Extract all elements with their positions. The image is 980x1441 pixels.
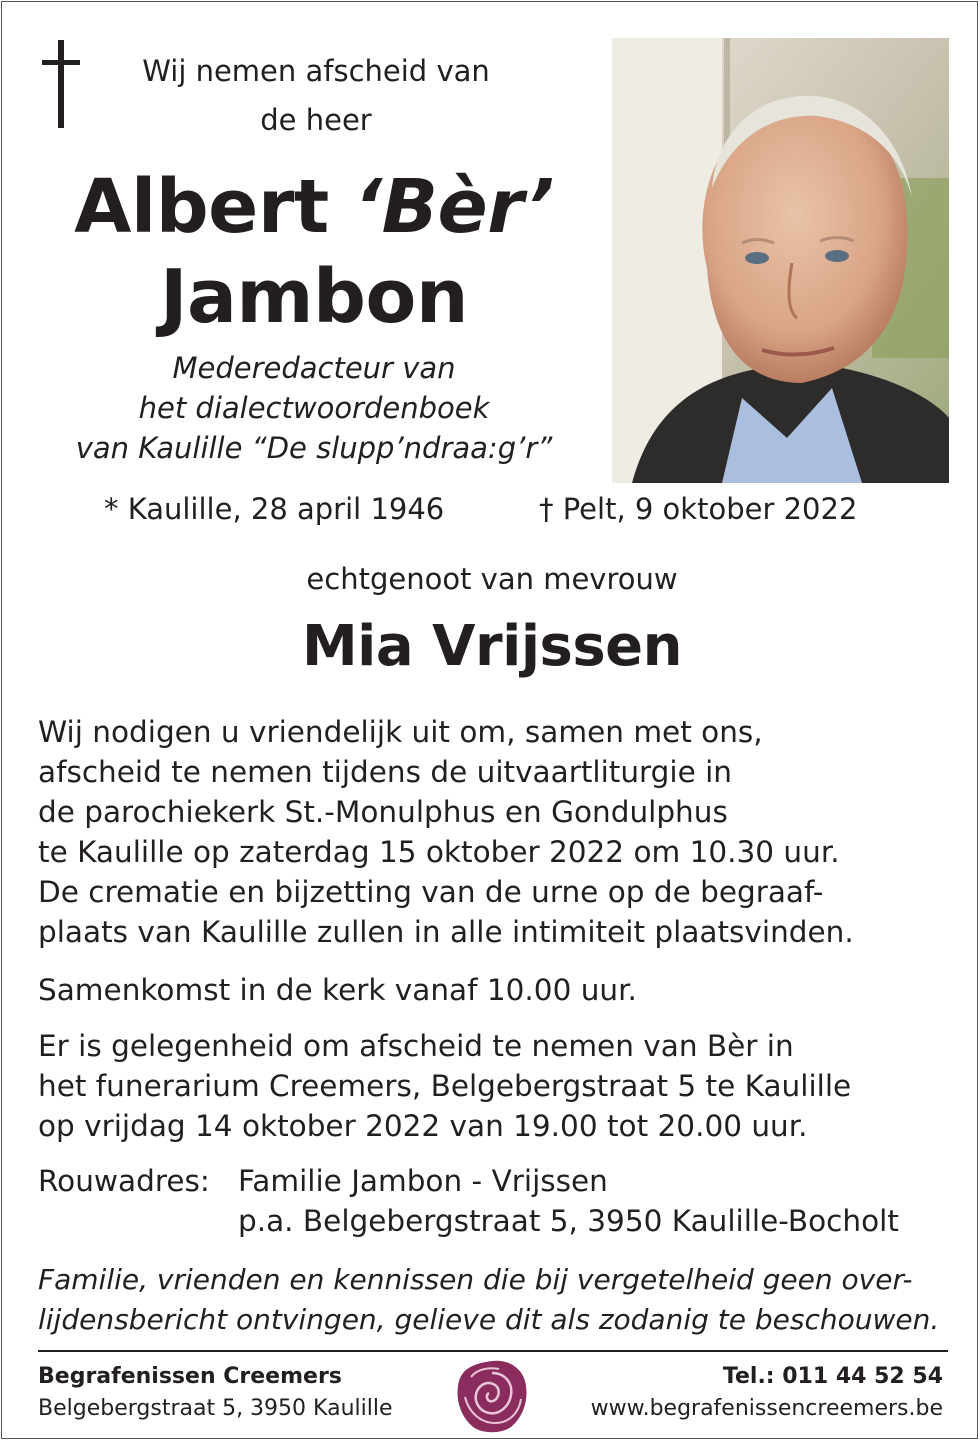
funeral-home-phone: Tel.: 011 44 52 54 bbox=[722, 1364, 943, 1389]
role-line-2: het dialectwoordenboek bbox=[138, 391, 490, 425]
visitation-paragraph bbox=[38, 1026, 958, 1146]
footer-divider bbox=[38, 1350, 948, 1352]
funeral-home-address: Belgebergstraat 5, 3950 Kaulille bbox=[38, 1396, 393, 1421]
ceremony-line: de parochiekerk St.-Monulphus en Gondulphus bbox=[38, 795, 728, 829]
gathering-paragraph bbox=[38, 970, 958, 1010]
rose-icon bbox=[455, 1357, 529, 1435]
deceased-first-name bbox=[72, 164, 556, 250]
death-date: † Pelt, 9 oktober 2022 bbox=[539, 492, 858, 526]
funeral-home-name: Begrafenissen Creemers bbox=[38, 1364, 342, 1389]
intro-line-2: de heer bbox=[260, 103, 372, 137]
nickname: ‘Bèr’ bbox=[354, 164, 554, 250]
visitation-line: Er is gelegenheid om afscheid te nemen van Bèr in bbox=[38, 1029, 794, 1063]
birth-date: * Kaulille, 28 april 1946 bbox=[104, 492, 445, 526]
role-line-3: van Kaulille “De slupp’ndraa:g’r” bbox=[75, 431, 553, 465]
rouwadres-label: Rouwadres: bbox=[38, 1164, 210, 1198]
ceremony-line: afscheid te nemen tijdens de uitvaartliturgie in bbox=[38, 755, 732, 789]
spouse-name: Mia Vrijssen bbox=[301, 614, 683, 679]
ceremony-paragraph bbox=[38, 712, 958, 952]
visitation-line: het funerarium Creemers, Belgebergstraat 5 te Kaulille bbox=[38, 1069, 852, 1103]
obituary-card bbox=[1, 1, 978, 1439]
portrait-photo bbox=[612, 38, 949, 483]
deceased-surname: Jambon bbox=[159, 254, 469, 340]
spouse-intro: echtgenoot van mevrouw bbox=[306, 562, 678, 596]
role-line-1: Mederedacteur van bbox=[172, 351, 456, 385]
gathering-line: Samenkomst in de kerk vanaf 10.00 uur. bbox=[38, 973, 637, 1007]
closing-line: Familie, vrienden en kennissen die bij vergetelheid geen over- bbox=[38, 1263, 913, 1296]
ceremony-line: plaats van Kaulille zullen in alle intimiteit plaatsvinden. bbox=[38, 915, 854, 949]
cross-icon bbox=[38, 38, 86, 130]
portrait-illustration bbox=[612, 38, 949, 483]
intro-line-1: Wij nemen afscheid van bbox=[142, 54, 490, 88]
closing-line: lijdensbericht ontvingen, gelieve dit als zodanig te beschouwen. bbox=[38, 1303, 940, 1336]
first-name: Albert bbox=[74, 164, 354, 250]
funeral-home-website[interactable]: www.begrafenissencreemers.be bbox=[590, 1396, 943, 1421]
rouwadres-name: Familie Jambon - Vrijssen bbox=[238, 1164, 608, 1198]
ceremony-line: De crematie en bijzetting van de urne op de begraaf- bbox=[38, 875, 824, 909]
rouwadres-address: p.a. Belgebergstraat 5, 3950 Kaulille-Bocholt bbox=[238, 1204, 899, 1238]
ceremony-line: te Kaulille op zaterdag 15 oktober 2022 om 10.30 uur. bbox=[38, 835, 840, 869]
visitation-line: op vrijdag 14 oktober 2022 van 19.00 tot 20.00 uur. bbox=[38, 1109, 808, 1143]
closing-note bbox=[38, 1260, 958, 1340]
ceremony-line: Wij nodigen u vriendelijk uit om, samen met ons, bbox=[38, 715, 763, 749]
